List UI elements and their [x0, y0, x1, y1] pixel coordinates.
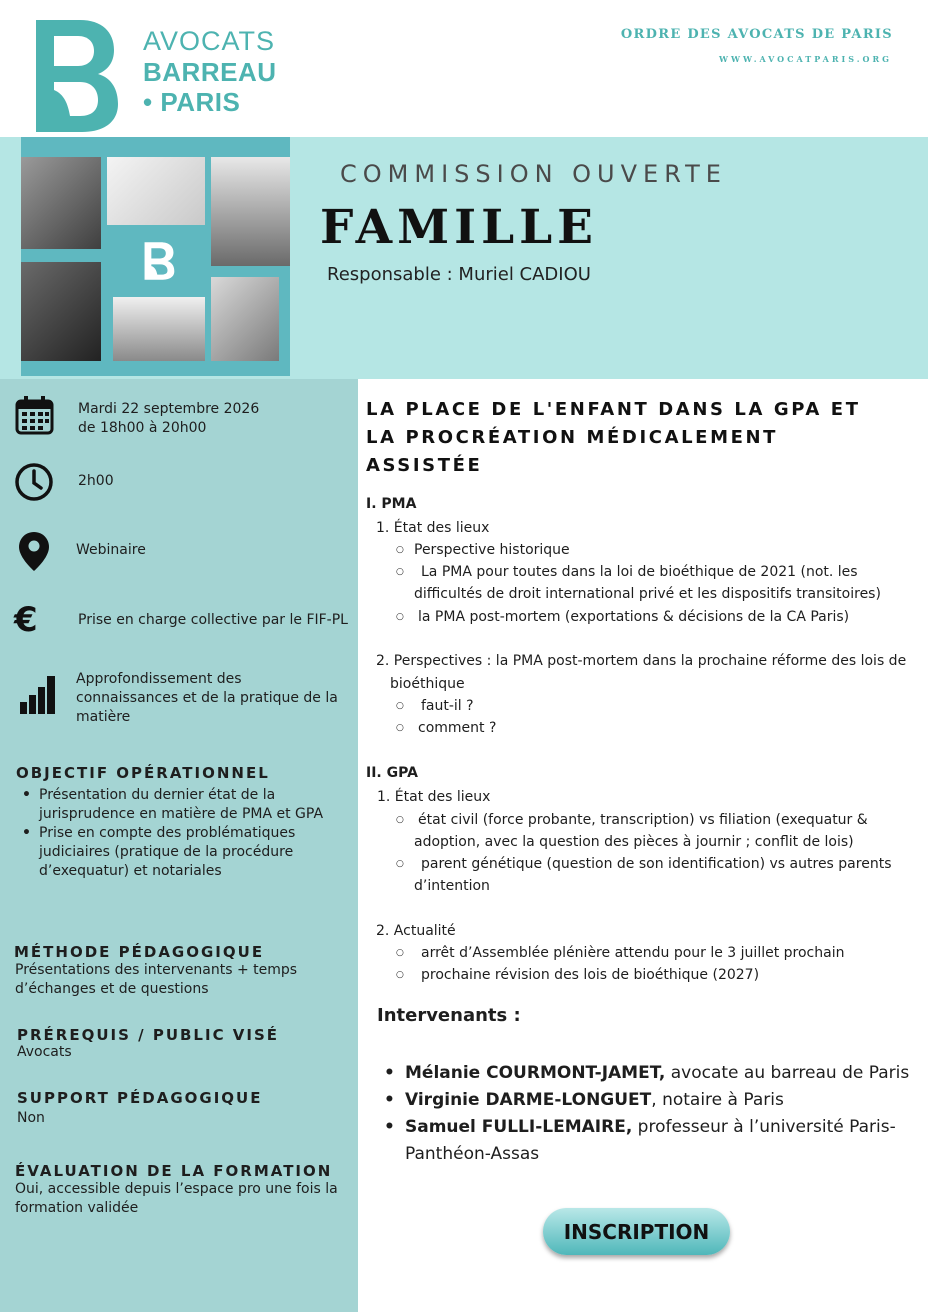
calendar-icon [14, 394, 56, 436]
svg-text:€: € [14, 600, 38, 640]
date-text [78, 400, 259, 438]
staircase-photo [113, 297, 205, 361]
logo-line-barreau: BARREAU [143, 57, 277, 88]
speaker-name: Virginie DARME-LONGUET [405, 1090, 652, 1110]
gpa-sub-item-cont: adoption, avec la question des pièces à journir ; conflit de lois) [414, 834, 854, 850]
speaker-item [384, 1114, 896, 1168]
objectif-title: OBJECTIF OPÉRATIONNEL [16, 764, 270, 782]
pma-item-1: 1. État des lieux [376, 520, 490, 536]
moulding-photo [107, 157, 205, 225]
mother-child-photo [211, 277, 279, 361]
speaker-role: professeur à l’université Paris- [632, 1117, 896, 1137]
objectif-line: d’exequatur) et notariales [39, 863, 222, 879]
barreau-b-small-icon [142, 240, 176, 282]
location-pin-icon [14, 530, 56, 572]
pma-sub-item: la PMA post-mortem (exportations & décisions de la CA Paris) [418, 609, 850, 625]
bullet-circle-icon: ○ [396, 545, 404, 555]
bullet-circle-icon: ○ [396, 723, 404, 733]
program-title-line: LA PROCRÉATION MÉDICALEMENT [366, 427, 779, 448]
pma-item-2-cont: bioéthique [390, 676, 465, 692]
bullet-circle-icon: ○ [396, 859, 404, 869]
pma-sub-item: comment ? [418, 720, 497, 736]
skyline-photo [211, 157, 290, 266]
euro-icon [12, 598, 54, 640]
bullet-circle-icon: ○ [396, 948, 404, 958]
program-title-line: LA PLACE DE L'ENFANT DANS LA GPA ET [366, 399, 861, 420]
level-line: Approfondissement des [76, 671, 242, 687]
objectif-line: jurisprudence en matière de PMA et GPA [39, 806, 324, 822]
gpa-sub-item: parent génétique (question de son identification) vs autres parents [421, 856, 892, 872]
header [0, 0, 928, 137]
program-title [366, 396, 911, 480]
pma-heading: I. PMA [366, 496, 417, 512]
bullet-circle-icon: ○ [396, 970, 404, 980]
speakers-title: Intervenants : [377, 1005, 521, 1026]
bullet-circle-icon: ○ [396, 567, 404, 577]
website-link[interactable]: WWW.AVOCATPARIS.ORG [719, 54, 892, 64]
speaker-name: Samuel FULLI-LEMAIRE, [405, 1117, 633, 1137]
barreau-b-logo-icon [28, 16, 120, 134]
gpa-sub-item: arrêt d’Assemblée plénière attendu pour le 3 juillet prochain [421, 945, 845, 961]
page-title: FAMILLE [320, 200, 599, 255]
evaluation-title: ÉVALUATION DE LA FORMATION [15, 1162, 333, 1180]
duration-text: 2h00 [78, 473, 114, 489]
responsable-label: Responsable : Muriel CADIOU [327, 264, 591, 285]
objectif-item [20, 786, 340, 824]
methode-text [15, 961, 297, 999]
program-title-line: ASSISTÉE [366, 455, 483, 476]
gpa-item-1: 1. État des lieux [377, 789, 491, 805]
commission-label: COMMISSION OUVERTE [340, 160, 727, 188]
objectif-line: • Prise en compte des problématiques [39, 825, 296, 841]
funding-text: Prise en charge collective par le FIF-PL [78, 612, 348, 628]
speaker-item [384, 1060, 909, 1087]
level-text [76, 670, 338, 727]
gpa-sub-item: état civil (force probante, transcription) vs filiation (exequatur & [418, 812, 868, 828]
pma-sub-item-cont: difficultés de droit international privé et les dispositifs transitoires) [414, 586, 881, 602]
objectif-item [20, 824, 340, 881]
gpa-heading: II. GPA [366, 765, 418, 781]
speaker-item [384, 1087, 784, 1114]
speaker-role: avocate au barreau de Paris [665, 1063, 910, 1083]
gpa-item-2: 2. Actualité [376, 923, 456, 939]
gpa-sub-item: prochaine révision des lois de bioéthique (2027) [421, 967, 760, 983]
evaluation-line: Oui, accessible depuis l’espace pro une fois la [15, 1181, 338, 1197]
logo-wordmark [143, 26, 277, 118]
logo-line-paris: • PARIS [143, 87, 241, 118]
prerequis-title: PRÉREQUIS / PUBLIC VISÉ [17, 1026, 280, 1044]
bar-chart-icon [18, 672, 60, 714]
pma-sub-item: Perspective historique [414, 542, 570, 558]
methode-line: Présentations des intervenants + temps [15, 962, 298, 978]
methode-title: MÉTHODE PÉDAGOGIQUE [14, 943, 265, 961]
inscription-button[interactable]: INSCRIPTION [543, 1208, 730, 1255]
bullet-circle-icon: ○ [396, 612, 404, 622]
evaluation-line: formation validée [15, 1200, 139, 1216]
methode-line: d’échanges et de questions [15, 981, 209, 997]
pma-item-2: 2. Perspectives : la PMA post-mortem dans la prochaine réforme des lois de [376, 653, 907, 669]
ordre-label: ORDRE DES AVOCATS DE PARIS [620, 27, 893, 42]
location-text: Webinaire [76, 542, 146, 558]
logo-line-avocats: AVOCATS [143, 26, 276, 56]
speaker-role-cont: Panthéon-Assas [405, 1144, 540, 1164]
objectif-line: • Présentation du dernier état de la [39, 787, 276, 803]
time-line: de 18h00 à 20h00 [78, 420, 207, 436]
objectif-line: judiciaires (pratique de la procédure [39, 844, 294, 860]
photo-collage [21, 137, 290, 376]
support-title: SUPPORT PÉDAGOGIQUE [17, 1089, 263, 1107]
speaker-role: , notaire à Paris [651, 1090, 784, 1110]
speaker-name: Mélanie COURMONT-JAMET, [405, 1063, 666, 1083]
evaluation-text [15, 1180, 338, 1218]
support-text: Non [17, 1110, 45, 1126]
pma-sub-item: faut-il ? [421, 698, 474, 714]
prerequis-text: Avocats [17, 1044, 72, 1060]
bullet-circle-icon: ○ [396, 815, 404, 825]
bullet-circle-icon: ○ [396, 701, 404, 711]
elderly-photo [21, 262, 101, 361]
family-photo [21, 157, 101, 249]
level-line: connaissances et de la pratique de la [76, 690, 338, 706]
pma-sub-item: La PMA pour toutes dans la loi de bioéthique de 2021 (not. les [421, 564, 858, 580]
gpa-sub-item-cont: d’intention [414, 878, 490, 894]
level-line: matière [76, 709, 131, 725]
date-line: Mardi 22 septembre 2026 [78, 401, 260, 417]
clock-icon [14, 461, 56, 503]
